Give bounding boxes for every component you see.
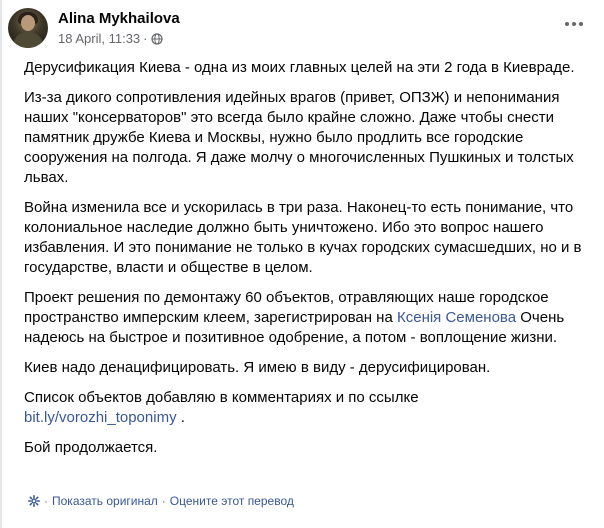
avatar[interactable]: [8, 8, 48, 48]
post-header: [0, 0, 604, 52]
post-paragraph-1: Дерусификация Киева - одна из моих главных целей на эти 2 года в Киевраде.: [24, 59, 575, 76]
post-paragraph-3: Война изменила все и ускорилась в три раза. Наконец-то есть понимание, что колониальное наследие должно быть уничтожено. Ибо это вопрос нашего избавления. И это понимание не только в кучах городских сумасшедших, но и в государстве, власти и обществе в целом.: [24, 199, 582, 276]
paragraph-6-after: .: [176, 409, 185, 426]
paragraph-4-text-after: Очень надеюсь на быстрое и позитивное одобрение, а потом - воплощение жизни.: [24, 309, 565, 346]
mention-link[interactable]: Ксенія Семенова: [396, 309, 517, 326]
post-paragraph-7: Бой продолжается.: [24, 439, 158, 456]
post-date[interactable]: 18 April, 11:33: [58, 31, 141, 46]
translation-footer: [28, 494, 294, 508]
post-body: [24, 58, 594, 468]
author-name[interactable]: Alina Mykhailova: [58, 10, 180, 27]
show-original-link[interactable]: Показать оригинал: [52, 494, 158, 508]
globe-icon: [151, 33, 163, 45]
rate-translation-link[interactable]: Оцените этот перевод: [169, 494, 294, 508]
post-paragraph-4: [24, 288, 594, 348]
paragraph-4-text: Проект решения по демонтажу 60 объектов, отравляющих наше городское пространство имперским клеем, зарегистрирован на: [24, 289, 549, 326]
post-paragraph-6: [24, 388, 594, 428]
footer-separator-2: ·: [161, 494, 166, 508]
post-meta: [58, 31, 163, 46]
footer-separator-1: ·: [44, 494, 48, 508]
short-link[interactable]: bit.ly/vorozhi_toponimy: [24, 409, 177, 426]
left-divider: [0, 0, 2, 528]
more-options-icon[interactable]: [560, 14, 588, 34]
post-paragraph-2: Из-за дикого сопротивления идейных врагов (привет, ОПЗЖ) и непонимания наших "консерваторов" это всегда было крайне сложно. Даже чтобы снести памятник дружбе Киева и Москвы, нужно было продлить все городские сооружения на полгода. Я даже молчу о многочисленных Пушкиных и толстых львах.: [24, 89, 574, 186]
paragraph-6-text: Список объектов добавляю в комментариях и по ссылке: [24, 389, 419, 406]
translate-settings-icon[interactable]: [28, 495, 40, 507]
post-paragraph-5: Киев надо денацифицировать. Я имею в виду - дерусифицирован.: [24, 359, 491, 376]
meta-separator: ·: [143, 31, 148, 46]
